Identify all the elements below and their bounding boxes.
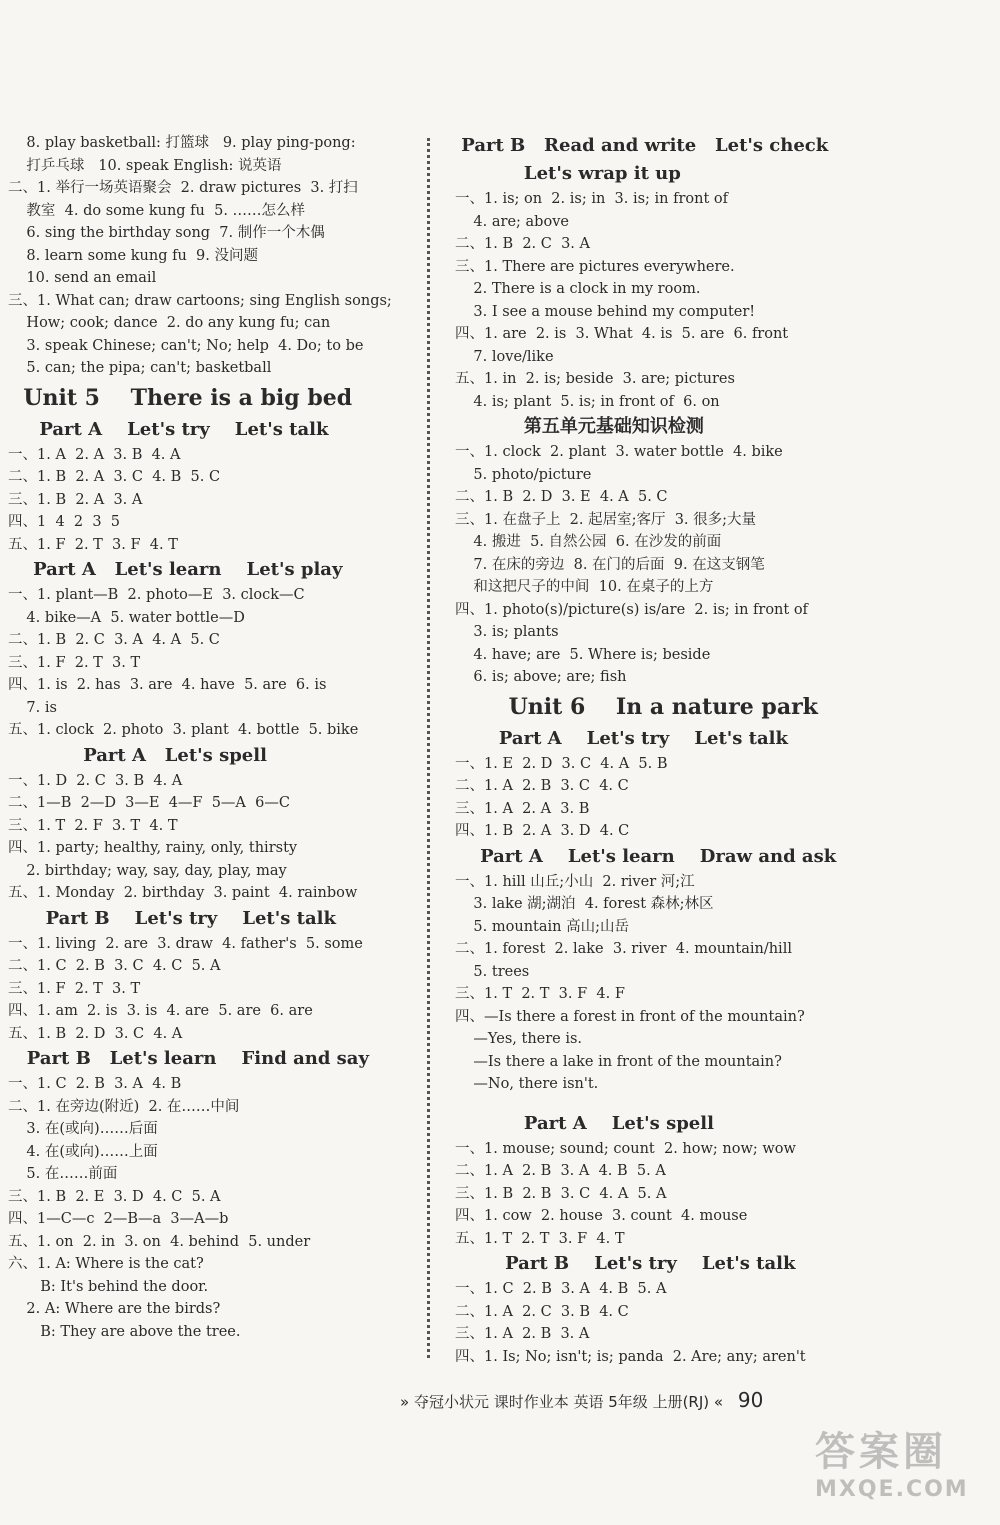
answer-line: 三、1. There are pictures everywhere. [455,258,735,275]
answer-line: 5. photo/picture [455,466,592,483]
answer-line: 3. 在(或向)……后面 [8,1121,158,1137]
answer-line: 4. are; above [455,213,569,230]
answer-line: 四、1. is 2. has 3. are 4. have 5. are 6. is [8,677,327,693]
answer-line: 五、1. B 2. D 3. C 4. A [8,1025,183,1042]
answer-line: 二、1. 在旁边(附近) 2. 在……中间 [8,1098,240,1115]
answer-line: 一、1. D 2. C 3. B 4. A [8,772,183,789]
answer-line: 二、1. forest 2. lake 3. river 4. mountain/hill [455,941,792,957]
answer-line: 6. is; above; are; fish [455,669,627,685]
answer-line: 2. There is a clock in my room. [455,281,701,297]
answer-line: B: It's behind the door. [8,1278,209,1295]
answer-line: 教室 4. do some kung fu 5. ……怎么样 [8,202,306,219]
answer-line: 四、—Is there a forest in front of the mountain? [455,1008,805,1025]
answer-line: 二、1. B 2. C 3. A [455,236,590,252]
answer-line: 二、1—B 2—D 3—E 4—F 5—A 6—C [8,795,290,811]
answer-line: 二、1. B 2. D 3. E 4. A 5. C [455,489,668,505]
footer-book-title: » 夺冠小状元 课时作业本 英语 5年级 上册(RJ) « [400,1393,724,1411]
answer-line: 一、1. C 2. B 3. A 4. B [8,1076,182,1092]
watermark-logo: 答案圈 [815,1429,947,1475]
section-heading: Part A Let's learn Draw and ask [455,845,837,867]
answer-line: How; cook; dance 2. do any kung fu; can [8,315,331,331]
answer-line: 二、1. 举行一场英语聚会 2. draw pictures 3. 打扫 [8,180,358,196]
answer-line: 四、1. B 2. A 3. D 4. C [455,823,630,839]
answer-line: B: They are above the tree. [8,1323,241,1340]
answer-line: 二、1. B 2. A 3. C 4. B 5. C [8,469,221,485]
answer-line: 四、1. photo(s)/picture(s) is/are 2. is; in front of [455,601,808,618]
section-heading: Let's wrap it up [455,163,681,184]
section-heading: Unit 6 In a nature park [455,693,818,720]
answer-line: 五、1. on 2. in 3. on 4. behind 5. under [8,1233,311,1250]
answer-line: 2. birthday; way, say, day, play, may [8,862,287,879]
answer-line: 6. sing the birthday song 7. 制作一个木偶 [8,225,325,241]
answer-line: 三、1. 在盘子上 2. 起居室;客厅 3. 很多;大量 [455,511,757,528]
answer-line: 三、1. A 2. A 3. B [455,800,590,817]
answer-line: 一、1. mouse; sound; count 2. how; now; wow [455,1140,796,1157]
answer-line: 四、1. are 2. is 3. What 4. is 5. are 6. front [455,326,789,342]
answer-line: 六、1. A: Where is the cat? [8,1256,204,1272]
section-heading: Unit 5 There is a big bed [8,384,353,411]
section-heading: Part A Let's learn Let's play [8,559,343,580]
answer-line: —No, there isn't. [455,1076,599,1092]
answer-line: 三、1. What can; draw cartoons; sing English songs; [8,292,392,309]
answer-line: 4. bike—A 5. water bottle—D [8,609,245,626]
answer-line: 5. can; the pipa; can't; basketball [8,360,272,376]
answer-line: 四、1. am 2. is 3. is 4. are 5. are 6. are [8,1003,313,1019]
answer-line: 7. 在床的旁边 8. 在门的后面 9. 在这支钢笔 [455,556,765,573]
answer-line: 五、1. clock 2. photo 3. plant 4. bottle 5. bike [8,722,359,738]
answer-line: 5. 在……前面 [8,1166,118,1182]
answer-line: 四、1. party; healthy, rainy, only, thirsty [8,840,298,856]
answer-line: 一、1. clock 2. plant 3. water bottle 4. bike [455,444,783,460]
answer-line: 二、1. A 2. B 3. C 4. C [455,778,629,794]
answer-line: 和这把尺子的中间 10. 在桌子的上方 [455,579,714,595]
answer-line: 10. send an email [8,270,157,286]
answer-line: 4. 搬进 5. 自然公园 6. 在沙发的前面 [455,534,722,550]
answer-line: 一、1. C 2. B 3. A 4. B 5. A [455,1281,667,1297]
answer-line: 3. is; plants [455,624,559,640]
answer-line: 2. A: Where are the birds? [8,1301,221,1317]
right-column [455,132,865,1368]
column-divider [427,138,430,1358]
answer-line: 二、1. A 2. B 3. A 4. B 5. A [455,1163,666,1179]
answer-line: 四、1. cow 2. house 3. count 4. mouse [455,1208,748,1224]
spacer [455,1096,865,1110]
left-column [8,132,418,1343]
answer-line: 二、1. B 2. C 3. A 4. A 5. C [8,632,220,648]
answer-line: —Yes, there is. [455,1031,583,1047]
section-heading: Part A Let's spell [8,744,267,766]
answer-line: 4. have; are 5. Where is; beside [455,646,711,663]
answer-line: 一、1. living 2. are 3. draw 4. father's 5. some [8,935,363,952]
answer-line: 打乒乓球 10. speak English: 说英语 [8,157,282,174]
section-heading: Part B Let's try Let's talk [455,1253,796,1274]
answer-line: 一、1. hill 山丘;小山 2. river 河;江 [455,873,695,890]
answer-line: 四、1—C—c 2—B—a 3—A—b [8,1211,229,1227]
answer-line: 五、1. F 2. T 3. F 4. T [8,536,178,553]
answer-line: 一、1. A 2. A 3. B 4. A [8,446,181,463]
answer-line: 三、1. T 2. T 3. F 4. F [455,986,625,1002]
answer-line: 五、1. in 2. is; beside 3. are; pictures [455,371,735,387]
section-heading: Part A Let's try Let's talk [8,418,329,440]
answer-line: 8. learn some kung fu 9. 没问题 [8,247,258,264]
answer-line: —Is there a lake in front of the mountain? [455,1053,782,1070]
answer-line: 3. speak Chinese; can't; No; help 4. Do; to be [8,337,364,354]
answer-line: 7. love/like [455,348,554,365]
section-heading: Part A Let's try Let's talk [455,727,788,749]
answer-line: 7. is [8,699,57,716]
answer-line: 四、1 4 2 3 5 [8,514,120,530]
section-heading: 第五单元基础知识检测 [455,416,704,437]
answer-line: 三、1. F 2. T 3. T [8,654,141,671]
answer-line: 3. I see a mouse behind my computer! [455,303,756,320]
answer-line: 3. lake 湖;湖泊 4. forest 森林;林区 [455,896,714,912]
answer-line: 三、1. B 2. B 3. C 4. A 5. A [455,1185,667,1202]
answer-line: 一、1. is; on 2. is; in 3. is; in front of [455,191,729,207]
answer-line: 三、1. A 2. B 3. A [455,1326,590,1342]
answer-line: 5. trees [455,963,530,980]
page-number: 90 [737,1388,764,1412]
section-heading: Part B Let's try Let's talk [8,907,336,929]
section-heading: Part B Let's learn Find and say [8,1048,369,1069]
answer-line: 三、1. B 2. A 3. A [8,491,143,508]
answer-line: 一、1. plant—B 2. photo—E 3. clock—C [8,587,305,603]
section-heading: Part B Read and write Let's check [455,135,829,156]
answer-line: 8. play basketball: 打篮球 9. play ping-pong: [8,135,356,151]
answer-line: 五、1. Monday 2. birthday 3. paint 4. rainbow [8,885,358,901]
answer-line: 二、1. A 2. C 3. B 4. C [455,1303,629,1320]
answer-line: 四、1. Is; No; isn't; is; panda 2. Are; any; aren't [455,1348,806,1365]
answer-line: 二、1. C 2. B 3. C 4. C 5. A [8,958,221,974]
answer-line: 五、1. T 2. T 3. F 4. T [455,1230,625,1247]
answer-line: 一、1. E 2. D 3. C 4. A 5. B [455,755,668,772]
answer-line: 5. mountain 高山;山岳 [455,918,629,935]
answer-line: 三、1. F 2. T 3. T [8,980,141,997]
page-footer [400,1385,763,1415]
watermark-url: MXQE.COM [815,1477,969,1502]
watermark [815,1420,995,1520]
answer-line: 三、1. T 2. F 3. T 4. T [8,817,178,834]
answer-line: 4. 在(或向)……上面 [8,1143,158,1160]
section-heading: Part A Let's spell [455,1112,714,1134]
answer-line: 4. is; plant 5. is; in front of 6. on [455,393,720,410]
answer-line: 三、1. B 2. E 3. D 4. C 5. A [8,1188,221,1205]
